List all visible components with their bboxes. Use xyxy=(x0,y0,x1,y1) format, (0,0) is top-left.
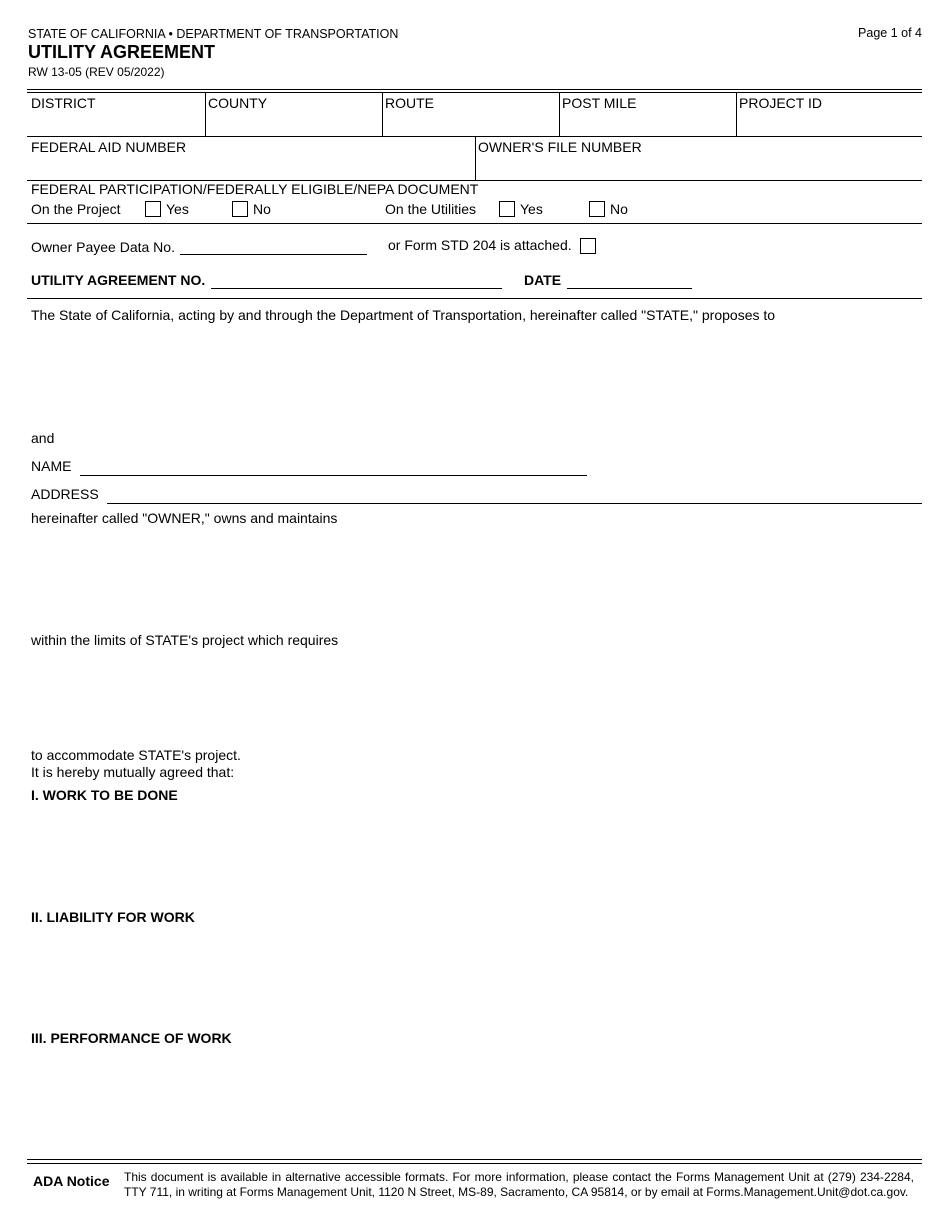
project-id-field[interactable]: PROJECT ID xyxy=(739,95,822,111)
district-field[interactable]: DISTRICT xyxy=(31,95,96,111)
route-field[interactable]: ROUTE xyxy=(385,95,434,111)
footer-rule-inner xyxy=(27,1163,922,1164)
section-performance-of-work: III. PERFORMANCE OF WORK xyxy=(31,1030,232,1046)
section-liability-for-work: II. LIABILITY FOR WORK xyxy=(31,909,195,925)
name-input[interactable] xyxy=(80,475,587,476)
project-yes-label: Yes xyxy=(166,201,189,217)
divider xyxy=(559,92,560,136)
date-label: DATE xyxy=(524,272,562,288)
divider xyxy=(475,136,476,180)
footer-rule xyxy=(27,1159,922,1160)
project-no-label: No xyxy=(253,201,271,217)
address-input[interactable] xyxy=(107,503,922,504)
divider xyxy=(382,92,383,136)
section-work-to-be-done: I. WORK TO BE DONE xyxy=(31,787,178,803)
federal-heading: FEDERAL PARTICIPATION/FEDERALLY ELIGIBLE/NEPA DOCUMENT xyxy=(31,181,479,197)
ada-notice-text: This document is available in alternative accessible formats. For more information, please contact the Forms Management Unit at (279) 234-2284, TTY 711, in writing at Forms Management Unit, 1120 N Street, MS-89, Sacramento, CA 95814, or by email at Forms.Management.Unit@dot.ca.gov. xyxy=(124,1170,914,1199)
post-mile-field[interactable]: POST MILE xyxy=(562,95,637,111)
date-input[interactable] xyxy=(567,288,692,289)
utilities-no-label: No xyxy=(610,201,628,217)
county-field[interactable]: COUNTY xyxy=(208,95,268,111)
accommodate-text: to accommodate STATE's project. xyxy=(31,747,241,763)
payee-label: Owner Payee Data No. xyxy=(31,239,175,255)
owners-file-number-field[interactable]: OWNER'S FILE NUMBER xyxy=(478,139,642,155)
name-label: NAME xyxy=(31,458,72,474)
divider xyxy=(205,92,206,136)
utilities-yes-checkbox[interactable] xyxy=(499,201,515,217)
project-no-checkbox[interactable] xyxy=(232,201,248,217)
form-number: RW 13-05 (REV 05/2022) xyxy=(28,65,165,79)
on-utilities-label: On the Utilities xyxy=(385,201,477,217)
top-rule-inner xyxy=(27,92,922,93)
agency-line: STATE OF CALIFORNIA • DEPARTMENT OF TRANSPORTATION xyxy=(28,27,399,41)
within-text: within the limits of STATE's project which requires xyxy=(31,632,339,648)
intro-text: The State of California, acting by and through the Department of Transportation, hereinafter called "STATE," proposes to xyxy=(31,307,776,323)
agreed-text: It is hereby mutually agreed that: xyxy=(31,764,235,780)
payee-input[interactable] xyxy=(180,254,367,255)
agreement-no-label: UTILITY AGREEMENT NO. xyxy=(31,272,206,288)
row-divider xyxy=(27,298,922,299)
agreement-no-input[interactable] xyxy=(211,288,502,289)
std204-label: or Form STD 204 is attached. xyxy=(388,237,572,253)
project-yes-checkbox[interactable] xyxy=(145,201,161,217)
std204-checkbox[interactable] xyxy=(580,238,596,254)
utilities-yes-label: Yes xyxy=(520,201,543,217)
address-label: ADDRESS xyxy=(31,486,99,502)
federal-aid-number-field[interactable]: FEDERAL AID NUMBER xyxy=(31,139,187,155)
page-indicator: Page 1 of 4 xyxy=(858,26,922,40)
top-rule xyxy=(27,89,922,90)
form-title: UTILITY AGREEMENT xyxy=(28,42,216,62)
ada-notice-label: ADA Notice xyxy=(33,1173,110,1189)
utilities-no-checkbox[interactable] xyxy=(589,201,605,217)
owner-text: hereinafter called "OWNER," owns and maintains xyxy=(31,510,338,526)
on-project-label: On the Project xyxy=(31,201,121,217)
and-text: and xyxy=(31,430,55,446)
row-divider xyxy=(27,223,922,224)
divider xyxy=(736,92,737,136)
